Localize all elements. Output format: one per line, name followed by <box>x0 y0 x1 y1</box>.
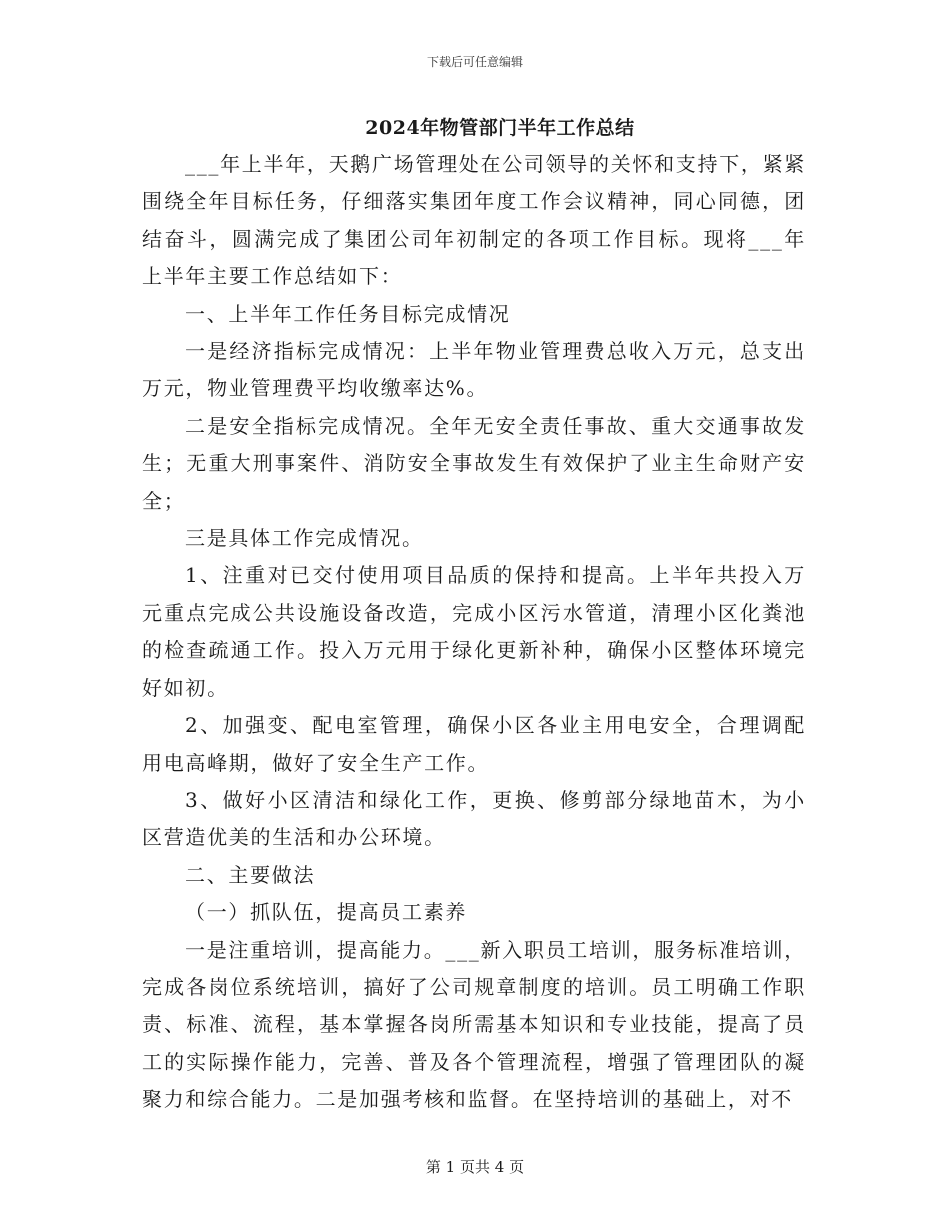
document-title: 2024年物管部门半年工作总结 <box>365 117 635 139</box>
paragraph-economic: 一是经济指标完成情况：上半年物业管理费总收入万元，总支出万元，物业管理费平均收缴率达%。 <box>142 339 806 401</box>
paragraph-specific-work: 三是具体工作完成情况。 <box>185 526 424 551</box>
section-heading-2: 二、主要做法 <box>185 862 316 887</box>
document-body <box>142 146 806 1119</box>
paragraph-item-2: 2、加强变、配电室管理，确保小区各业主用电安全，合理调配用电高峰期，做好了安全生产工作。 <box>142 713 806 775</box>
subsection-heading-1: （一）抓队伍，提高员工素养 <box>185 900 468 925</box>
page-header-note: 下载后可任意编辑 <box>426 55 523 69</box>
paragraph-training: 一是注重培训，提高能力。___新入职员工培训，服务标准培训，完成各岗位系统培训，搞好了公司规章制度的培训。员工明确工作职责、标准、流程，基本掌握各岗所需基本知识和专业技能，提高了员工的实际操作能力，完善、普及各个管理流程，增强了管理团队的凝聚力和综合能力。二是加强考核和监督。在坚持培训的基础上，对不 <box>142 937 806 1112</box>
section-heading-1: 一、上半年工作任务目标完成情况 <box>185 301 511 326</box>
paragraph-item-1: 1、注重对已交付使用项目品质的保持和提高。上半年共投入万元重点完成公共设施设备改造，完成小区污水管道，清理小区化粪池的检查疏通工作。投入万元用于绿化更新补种，确保小区整体环境完好如初。 <box>142 563 806 700</box>
paragraph-intro: ___年上半年，天鹅广场管理处在公司领导的关怀和支持下，紧紧围绕全年目标任务，仔细落实集团年度工作会议精神，同心同德，团结奋斗，圆满完成了集团公司年初制定的各项工作目标。现将___年上半年主要工作总结如下： <box>142 152 806 289</box>
page-number: 第 1 页共 4 页 <box>425 1158 525 1176</box>
paragraph-item-3: 3、做好小区清洁和绿化工作，更换、修剪部分绿地苗木，为小区营造优美的生活和办公环境。 <box>142 787 806 850</box>
paragraph-safety: 二是安全指标完成情况。全年无安全责任事故、重大交通事故发生；无重大刑事案件、消防安全事故发生有效保护了业主生命财产安全； <box>142 413 806 513</box>
